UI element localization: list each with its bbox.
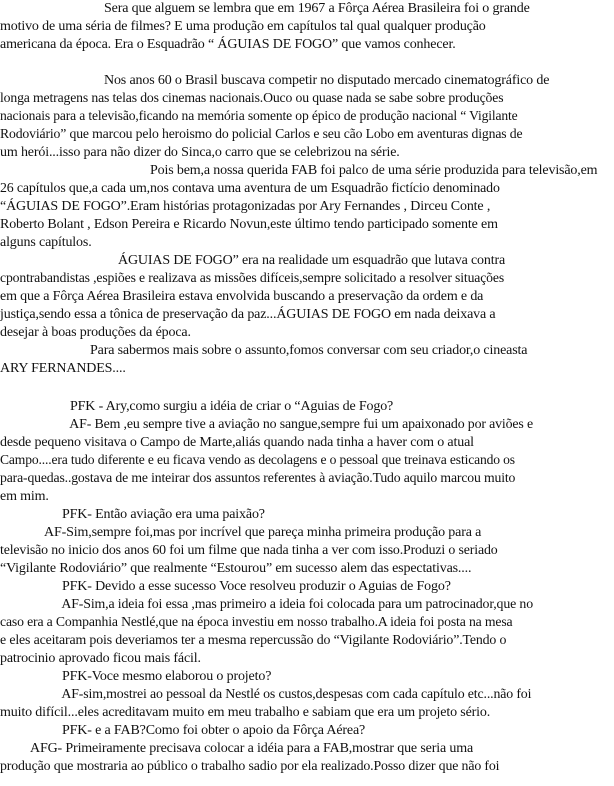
text-line: ARY FERNANDES.... (0, 361, 126, 376)
text-line: Rodoviário” que marcou pelo heroismo do policial Carlos e seu cão Lobo em aventuras dignas de (0, 127, 523, 142)
text-line: ÁGUIAS DE FOGO” era na realidade um esquadrão que lutava contra (118, 253, 506, 268)
text-line: AFG- Primeiramente precisava colocar a idéia para a FAB,mostrar que seria uma (30, 741, 474, 756)
text-line: patrocinio aprovado ficou mais fácil. (0, 651, 201, 666)
text-line: Pois bem,a nossa querida FAB foi palco de uma série produzida para televisão,em (150, 163, 598, 178)
text-line: AF- Bem ,eu sempre tive a aviação no sangue,sempre fui um apaixonado por aviões e (69, 417, 533, 432)
text-line: PFK-Voce mesmo elaborou o projeto? (62, 669, 272, 684)
text-line: em mim. (0, 489, 49, 504)
text-line: desde pequeno visitava o Campo de Marte,aliás quando nada tinha a haver com o atual (0, 435, 474, 450)
text-line: “Vigilante Rodoviário” que realmente “Estourou” em sucesso alem das espectativas.... (0, 561, 472, 576)
text-line: PFK- e a FAB?Como foi obter o apoio da Fôrça Aérea? (62, 723, 366, 738)
text-line: para-quedas..gostava de me inteirar dos assuntos referentes à aviação.Tudo aquilo marcou muito (0, 471, 516, 486)
text-line: AF-Sim,a ideia foi essa ,mas primeiro a ideia foi colocada para um patrocinador,que no (61, 597, 534, 612)
text-line: Sera que alguem se lembra que em 1967 a Fôrça Aérea Brasileira foi o grande (104, 1, 530, 16)
text-line: Nos anos 60 o Brasil buscava competir no disputado mercado cinematográfico de (104, 73, 550, 88)
text-line: PFK- Então aviação era uma paixão? (62, 507, 265, 522)
text-line: em que a Fôrça Aérea Brasileira estava envolvida buscando a preservação da ordem e da (0, 289, 484, 304)
text-line: caso era a Companhia Nestlé,que na época investiu em nosso trabalho.A ideia foi posta na mesa (0, 615, 513, 630)
text-line: muito difícil...eles acreditavam muito em meu trabalho e sabiam que era um projeto sério. (0, 705, 491, 720)
text-line: PFK- Devido a esse sucesso Voce resolveu produzir o Aguias de Fogo? (62, 579, 451, 594)
text-line: longa metragens nas telas dos cinemas nacionais.Ouco ou quase nada se sabe sobre produções (0, 91, 504, 106)
text-line: AF-sim,mostrei ao pessoal da Nestlé os custos,despesas com cada capítulo etc...não foi (61, 687, 532, 702)
text-line: americana da época. Era o Esquadrão “ ÁGUIAS DE FOGO” que vamos conhecer. (0, 37, 456, 52)
text-line: um herói...isso para não dizer do Sinca,o carro que se celebrizou na série. (0, 145, 400, 160)
text-line: produção que mostraria ao público o trabalho sadio por ela realizado.Posso dizer que não foi (0, 759, 500, 774)
text-line: AF-Sim,sempre foi,mas por incrível que pareça minha primeira produção para a (44, 525, 482, 540)
text-line: Para sabermos mais sobre o assunto,fomos conversar com seu criador,o cineasta (90, 343, 528, 358)
text-line: motivo de uma séria de filmes? E uma produção em capítulos tal qual qualquer produção (0, 19, 486, 34)
text-line: e eles aceitaram pois deveriamos ter a mesma repercussão do “Vigilante Rodoviário”.Tendo o (0, 633, 507, 648)
text-line: justiça,sendo essa a tônica de preservação da paz...ÁGUIAS DE FOGO em nada deixava a (0, 307, 496, 322)
text-line: cpontrabandistas ,espiões e realizava as missões difíceis,sempre solicitado a resolver situações (0, 271, 505, 286)
text-line: 26 capítulos que,a cada um,nos contava uma aventura de um Esquadrão fictício denominado (0, 181, 500, 196)
text-line: desejar à boas produções da época. (0, 325, 191, 340)
text-line: “ÁGUIAS DE FOGO”.Eram histórias protagonizadas por Ary Fernandes , Dirceu Conte , (0, 199, 491, 214)
text-line: nacionais para a televisão,ficando na memória somente op épico de produção nacional “ Vigilante (0, 109, 518, 124)
text-line: televisão no inicio dos anos 60 foi um filme que nada tinha a ver com isso.Produzi o seriado (0, 543, 498, 558)
text-line: PFK - Ary,como surgiu a idéia de criar o “Aguias de Fogo? (70, 399, 394, 414)
text-line: Campo....era tudo diferente e eu ficava vendo as decolagens e o pessoal que treinava esticando os (0, 453, 515, 468)
text-line: Roberto Bolant , Edson Pereira e Ricardo Novun,este último tendo participado somente em (0, 217, 498, 232)
text-line: alguns capítulos. (0, 235, 92, 250)
